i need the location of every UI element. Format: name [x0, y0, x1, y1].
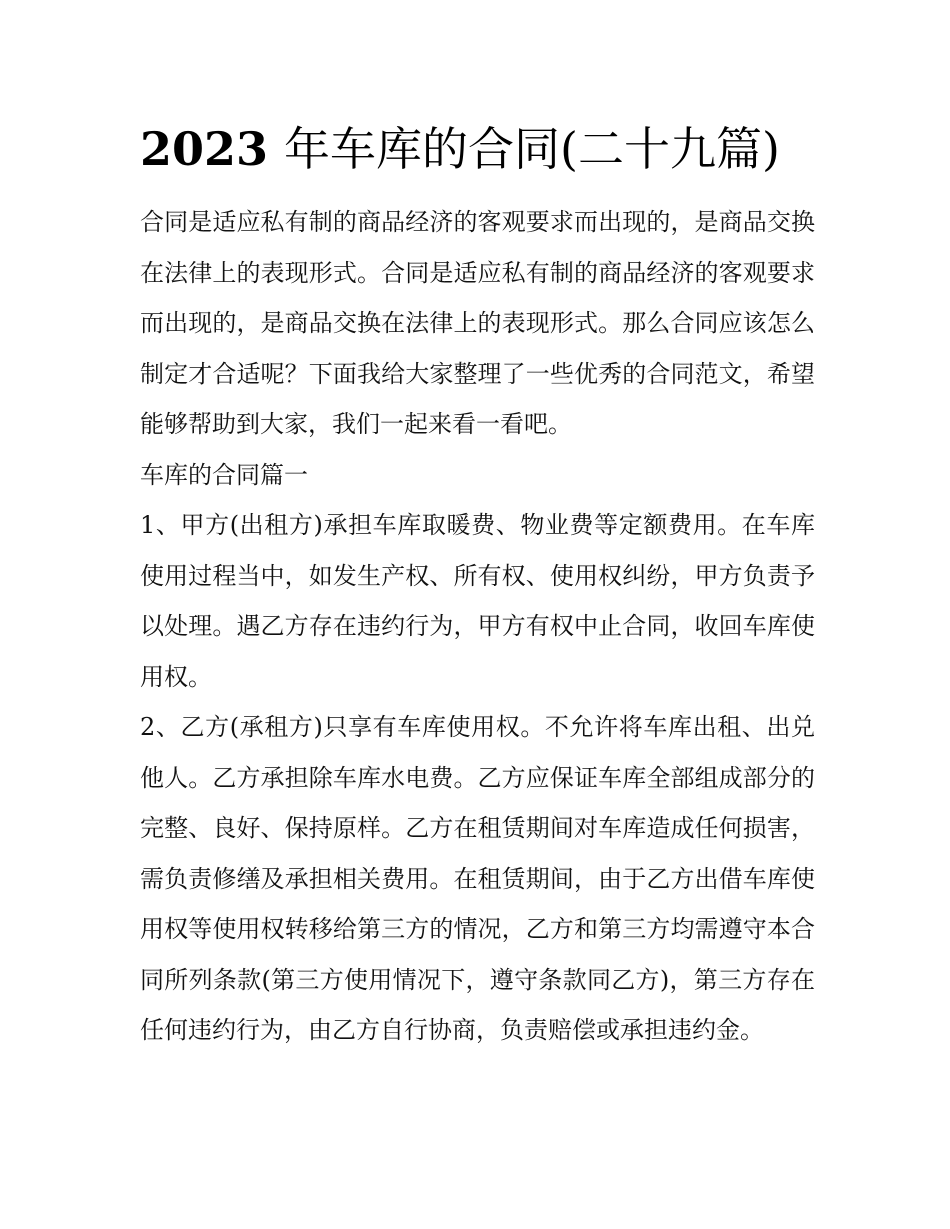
clause-2-paragraph: 2、乙方(承租方)只享有车库使用权。不允许将车库出租、出兑他人。乙方承担除车库水电费。乙方应保证车库全部组成部分的完整、良好、保持原样。乙方在租赁期间对车库造成任何损害，需负责修缮及承担相关费用。在租赁期间，由于乙方出借车库使用权等使用权转移给第三方的情况，乙方和第三方均需遵守本合同所列条款(第三方使用情况下，遵守条款同乙方)，第三方存在任何违约行为，由乙方自行协商，负责赔偿或承担违约金。 [140, 713, 815, 1044]
clause-1-paragraph: 1、甲方(出租方)承担车库取暖费、物业费等定额费用。在车库使用过程当中，如发生产权、所有权、使用权纠纷，甲方负责予以处理。遇乙方存在违约行为，甲方有权中止合同，收回车库使用权。 [140, 511, 815, 691]
intro-paragraph: 合同是适应私有制的商品经济的客观要求而出现的，是商品交换在法律上的表现形式。合同是适应私有制的商品经济的客观要求而出现的，是商品交换在法律上的表现形式。那么合同应该怎么制定才合适呢？下面我给大家整理了一些优秀的合同范文，希望能够帮助到大家，我们一起来看一看吧。 [140, 208, 815, 438]
document-content [140, 118, 815, 1056]
title-text: 年车库的合同(二十九篇) [284, 122, 780, 176]
document-body [140, 197, 815, 1056]
document-title [140, 118, 815, 180]
section-heading: 车库的合同篇一 [140, 460, 308, 489]
title-year: 2023 [140, 122, 269, 176]
